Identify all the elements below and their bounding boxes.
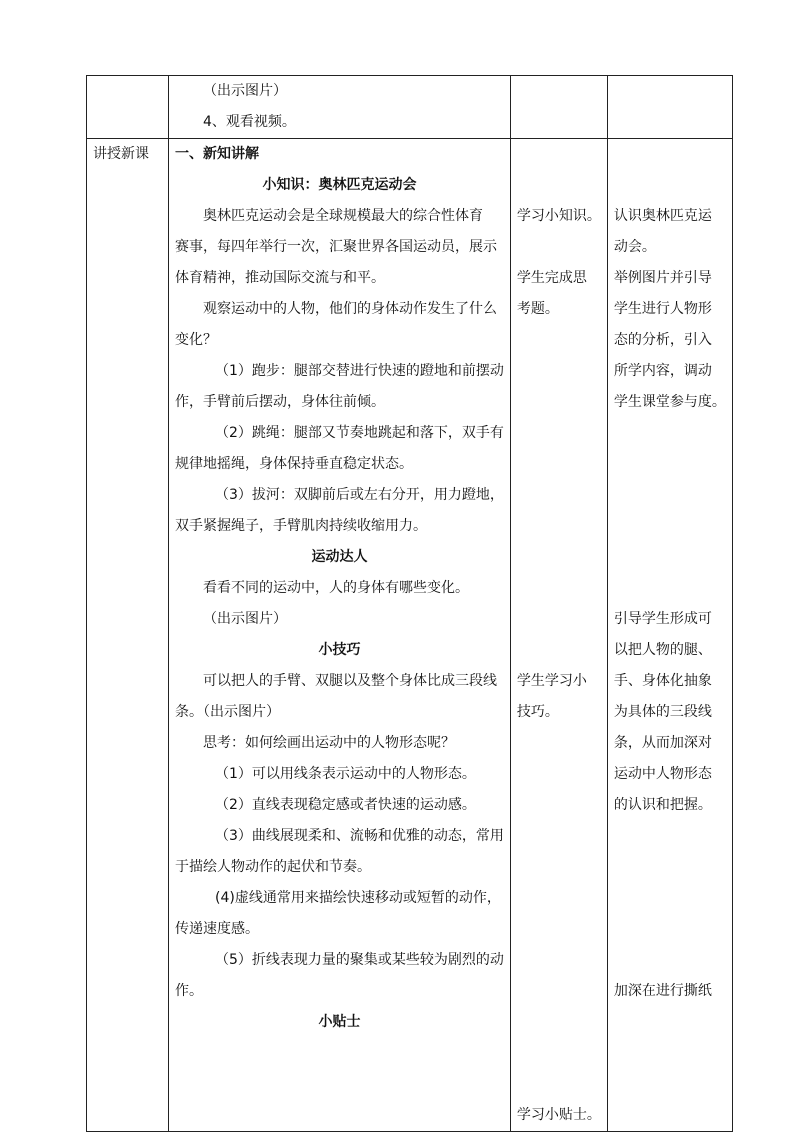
design-intent: 学生课堂参与度。 <box>613 394 726 410</box>
lesson-plan-table <box>86 75 733 1132</box>
content-cell <box>169 76 511 139</box>
stage-label: 讲授新课 <box>93 146 149 162</box>
text-line: 思考：如何绘画出运动中的人物形态呢？ <box>203 735 455 751</box>
text-line: 奥林匹克运动会是全球规模最大的综合性体育 <box>203 208 483 224</box>
design-intent: 认识奥林匹克运 <box>613 208 712 224</box>
intent-cell <box>607 76 732 139</box>
text-line: 体育精神，推动国际交流与和平。 <box>175 270 385 286</box>
student-cell <box>510 76 607 139</box>
text-line: 观察运动中的人物，他们的身体动作发生了什么 <box>203 301 497 317</box>
section-heading: 一、新知讲解 <box>175 146 259 162</box>
text-line: （5）折线表现力量的聚集或某些较为剧烈的动 <box>215 952 504 968</box>
design-intent: 的认识和把握。 <box>613 797 712 813</box>
student-activity: 学生学习小 <box>516 673 587 689</box>
content-cell <box>169 139 511 1132</box>
text-line: 4、观看视频。 <box>203 114 296 130</box>
student-activity: 考题。 <box>516 301 559 317</box>
text-line: 作。 <box>175 983 203 999</box>
text-line: 可以把人的手臂、双腿以及整个身体比成三段线 <box>203 673 497 689</box>
text-line: （2）直线表现稳定感或者快速的运动感。 <box>215 797 476 813</box>
design-intent: 加深在进行撕纸 <box>613 983 712 999</box>
stage-cell <box>87 76 169 139</box>
student-activity: 学习小知识。 <box>516 208 601 224</box>
text-line: （1）可以用线条表示运动中的人物形态。 <box>215 766 476 782</box>
sport-title: 运动达人 <box>311 549 368 565</box>
text-line: （1）跑步：腿部交替进行快速的蹬地和前摆动 <box>215 363 504 379</box>
design-intent: 动会。 <box>613 239 656 255</box>
text-line: 变化？ <box>175 332 217 348</box>
design-intent: 以把人物的腿、 <box>613 642 712 658</box>
intent-cell <box>607 139 732 1132</box>
design-intent: 所学内容，调动 <box>613 363 712 379</box>
note-title: 小贴士 <box>318 1014 361 1030</box>
text-line: 双手紧握绳子，手臂肌肉持续收缩用力。 <box>175 518 427 534</box>
tips-title: 小技巧 <box>318 642 361 658</box>
design-intent: 举例图片并引导 <box>613 270 712 286</box>
knowledge-title: 小知识：奥林匹克运动会 <box>262 177 417 193</box>
student-activity: 学生完成思 <box>516 270 587 286</box>
student-activity: 技巧。 <box>516 704 559 720</box>
text-line: (4)虚线通常用来描绘快速移动或短暂的动作， <box>215 890 501 906</box>
design-intent: 条，从而加深对 <box>613 735 712 751</box>
design-intent: 学生进行人物形 <box>613 301 712 317</box>
text-line: 于描绘人物动作的起伏和节奏。 <box>175 859 371 875</box>
design-intent: 态的分析，引入 <box>613 332 712 348</box>
text-line: （出示图片） <box>203 83 287 99</box>
design-intent: 手、身体化抽象 <box>613 673 712 689</box>
text-line: 规律地摇绳，身体保持垂直稳定状态。 <box>175 456 413 472</box>
text-line: 看看不同的运动中，人的身体有哪些变化。 <box>203 580 469 596</box>
text-line: （出示图片） <box>203 611 287 627</box>
stage-cell <box>87 139 169 1132</box>
text-line: （2）跳绳：腿部又节奏地跳起和落下，双手有 <box>215 425 504 441</box>
text-line: （3）拔河：双脚前后或左右分开，用力蹬地， <box>215 487 504 503</box>
student-activity: 学习小贴士。 <box>516 1107 601 1123</box>
student-cell <box>510 139 607 1132</box>
table-row <box>87 139 733 1132</box>
text-line: 条。（出示图片） <box>175 704 280 720</box>
design-intent: 运动中人物形态 <box>613 766 712 782</box>
design-intent: 引导学生形成可 <box>613 611 712 627</box>
design-intent: 为具体的三段线 <box>613 704 712 720</box>
table-row <box>87 76 733 139</box>
text-line: 作，手臂前后摆动，身体往前倾。 <box>175 394 385 410</box>
text-line: 传递速度感。 <box>175 921 259 937</box>
text-line: 赛事，每四年举行一次，汇聚世界各国运动员，展示 <box>175 239 497 255</box>
text-line: （3）曲线展现柔和、流畅和优雅的动态，常用 <box>215 828 504 844</box>
